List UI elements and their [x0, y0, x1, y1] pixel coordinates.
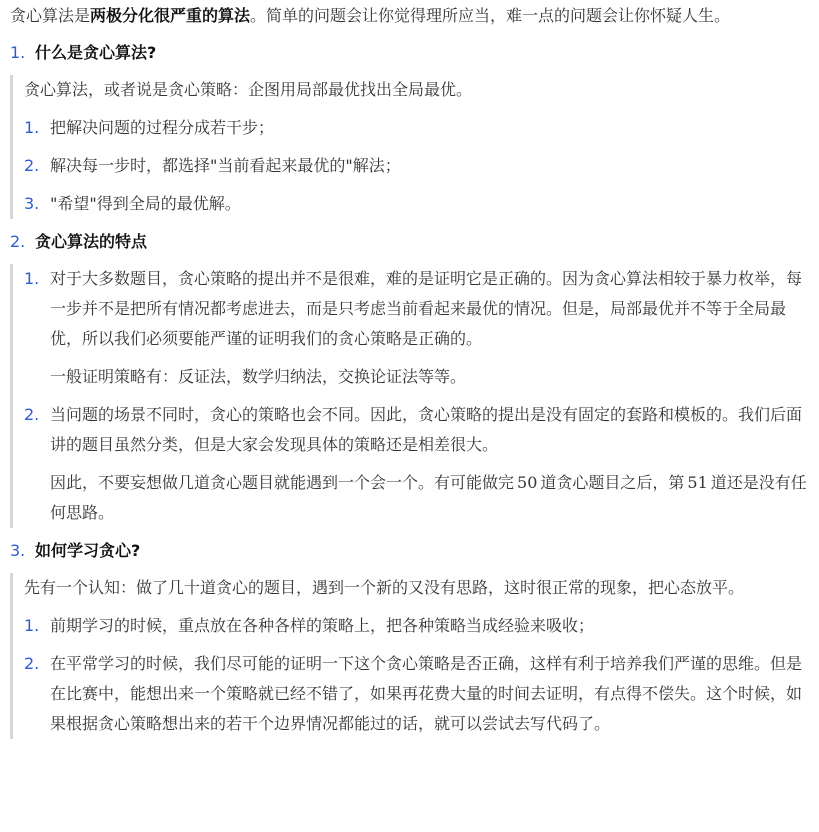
section-heading-2	[10, 227, 809, 257]
blockquote-2	[10, 264, 809, 528]
list-item-number: 1.	[24, 616, 40, 635]
list-item	[24, 151, 809, 181]
intro-bold-text: 两极分化很严重的算法	[90, 6, 251, 25]
list-item	[24, 611, 809, 641]
list-item-text: 前期学习的时候，重点放在各种各样的策略上，把各种策略当成经验来吸收；	[50, 616, 595, 635]
section-number: 3.	[10, 541, 26, 560]
list-item	[24, 400, 809, 528]
math-number: 51	[687, 473, 708, 492]
list-item-extra-text: 一般证明策略有：反证法，数学归纳法，交换论证法等等。	[50, 367, 467, 386]
list-item	[24, 649, 809, 739]
quote-lead-text: 先有一个认知：做了几十道贪心的题目，遇到一个新的又没有思路，这时很正常的现象，把心态放平。	[24, 578, 745, 597]
list-item-text: 把解决问题的过程分成若干步；	[50, 118, 275, 137]
blockquote-1	[10, 75, 809, 219]
list-item-text: 对于大多数题目，贪心策略的提出并不是很难，难的是证明它是正确的。因为贪心算法相较于暴力枚举，每一步并不是把所有情况都考虑进去，而是只考虑当前看起来最优的情况。但是，局部最优并不等于全局最优，所以我们必须要能严谨的证明我们的贪心策略是正确的。	[50, 269, 803, 348]
list-item-number: 1.	[24, 269, 40, 288]
section-title: 什么是贪心算法?	[35, 43, 157, 62]
section-number: 2.	[10, 232, 26, 251]
list-item-text: "希望"得到全局的最优解。	[50, 194, 241, 213]
math-number: 50	[517, 473, 538, 492]
list-item-number: 1.	[24, 118, 40, 137]
section-heading-1	[10, 38, 809, 68]
section-heading-3	[10, 536, 809, 566]
list-item-number: 3.	[24, 194, 40, 213]
list-item-number: 2.	[24, 654, 40, 673]
list-item-extra-text	[50, 468, 809, 528]
section-title: 如何学习贪心?	[35, 541, 141, 560]
list-item	[24, 189, 809, 219]
list-item-text: 解决每一步时，都选择"当前看起来最优的"解法；	[50, 156, 401, 175]
list-item	[24, 264, 809, 392]
quote-lead-text: 贪心算法，或者说是贪心策略：企图用局部最优找出全局最优。	[24, 80, 473, 99]
extra-text-start: 因此，不要妄想做几道贪心题目就能遇到一个会一个。有可能做完	[50, 473, 515, 492]
section-number: 1.	[10, 43, 26, 62]
intro-text: 贪心算法是	[10, 6, 91, 25]
section-title: 贪心算法的特点	[35, 232, 148, 251]
list-item	[24, 113, 809, 143]
intro-text-rest: 。简单的问题会让你觉得理所应当，难一点的问题会让你怀疑人生。	[250, 6, 731, 25]
list-item-text: 当问题的场景不同时，贪心的策略也会不同。因此，贪心策略的提出是没有固定的套路和模板的。我们后面讲的题目虽然分类，但是大家会发现具体的策略还是相差很大。	[50, 405, 803, 454]
extra-text-middle: 道贪心题目之后，第	[540, 473, 685, 492]
list-item-number: 2.	[24, 405, 40, 424]
blockquote-3	[10, 573, 809, 739]
intro-paragraph	[10, 1, 809, 31]
extra-text-end: 道还是没有任何思路。	[50, 473, 807, 522]
list-item-text: 在平常学习的时候，我们尽可能的证明一下这个贪心策略是否正确，这样有利于培养我们严谨的思维。但是在比赛中，能想出来一个策略就已经不错了，如果再花费大量的时间去证明，有点得不偿失。这个时候，如果根据贪心策略想出来的若干个边界情况都能过的话，就可以尝试去写代码了。	[50, 654, 803, 733]
list-item-number: 2.	[24, 156, 40, 175]
